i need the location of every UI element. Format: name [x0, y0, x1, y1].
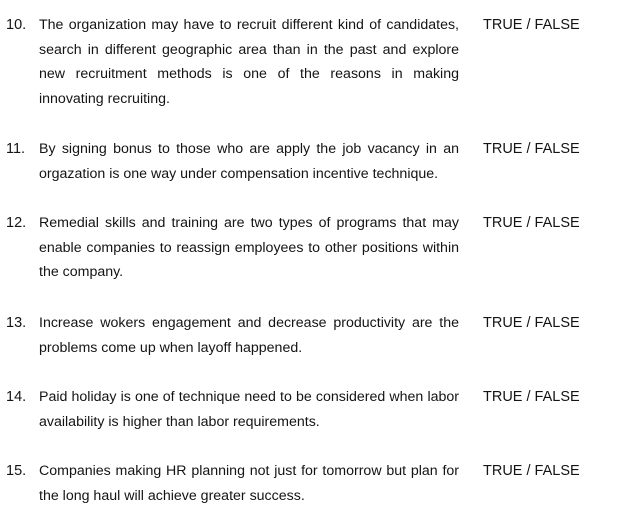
question-number: 15. — [6, 463, 27, 479]
question-text: Companies making HR planning not just for tomorrow but plan for the long haul will achieve greater success. — [39, 463, 459, 504]
question-number: 12. — [6, 215, 27, 231]
true-false-answer: TRUE / FALSE — [483, 389, 580, 405]
question-text: Paid holiday is one of technique need to be considered when labor availability is higher than labor requirements. — [39, 389, 459, 430]
question-number: 11. — [6, 141, 26, 157]
question-text: Increase wokers engagement and decrease productivity are the problems come up when layoff happened. — [39, 315, 459, 356]
question-text: Remedial skills and training are two types of programs that may enable companies to reassign employees to other positions within the company. — [39, 215, 459, 281]
true-false-answer: TRUE / FALSE — [483, 315, 580, 331]
true-false-answer: TRUE / FALSE — [483, 17, 580, 33]
question-text: The organization may have to recruit different kind of candidates, search in different geographic area than in the past and explore new recruitment methods is one of the reasons in making innovating recruiting. — [39, 17, 459, 108]
true-false-answer: TRUE / FALSE — [483, 141, 580, 157]
true-false-answer: TRUE / FALSE — [483, 215, 580, 231]
question-number: 14. — [6, 389, 27, 405]
question-number: 10. — [6, 17, 27, 33]
question-number: 13. — [6, 315, 27, 331]
true-false-answer: TRUE / FALSE — [483, 463, 580, 479]
question-text: By signing bonus to those who are apply the job vacancy in an orgazation is one way under compensation incentive technique. — [39, 141, 459, 182]
